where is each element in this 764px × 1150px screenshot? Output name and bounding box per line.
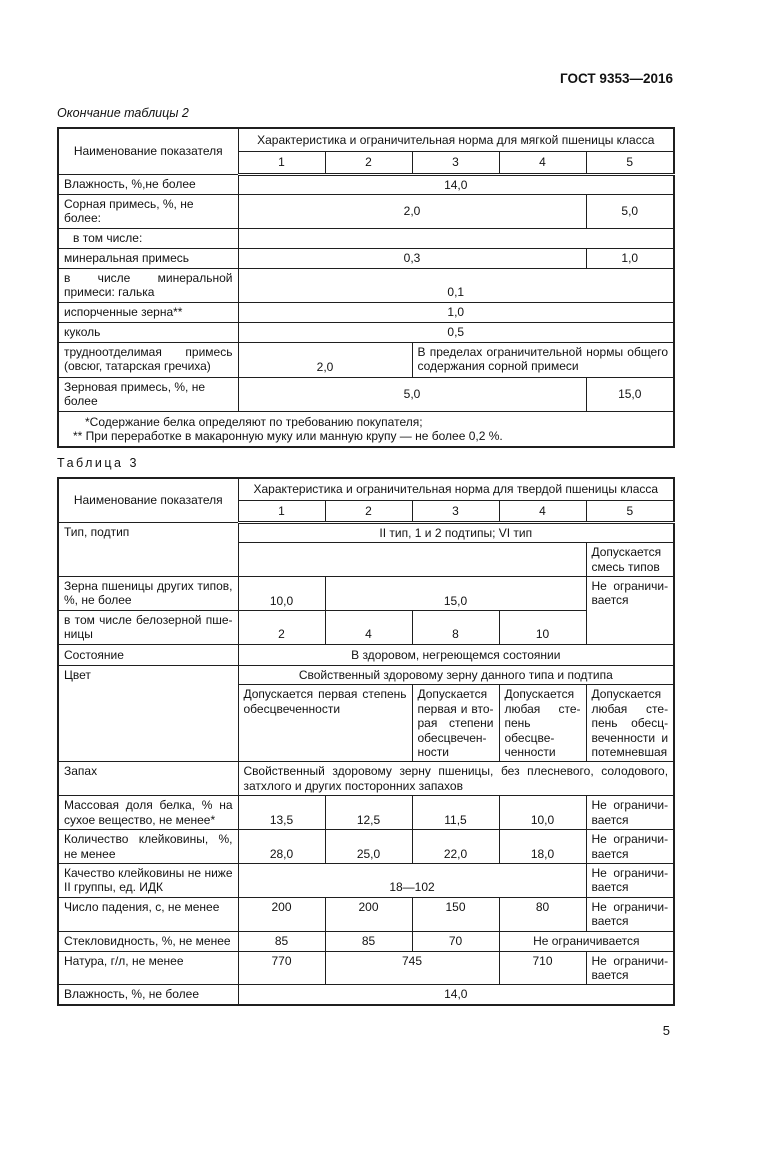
cell-value: 4: [325, 611, 412, 645]
row-white-grain-share: [58, 611, 674, 645]
cell-value: В здоровом, негреющемся состоянии: [238, 644, 674, 665]
page-number: 5: [662, 1022, 670, 1038]
column-header-name: Наименование показателя: [58, 478, 238, 522]
row-label: Запах: [58, 762, 238, 796]
cell-value: 18—102: [238, 863, 586, 897]
cell-value: 15,0: [586, 377, 674, 411]
row-condition: [58, 644, 674, 665]
column-header-group: Характеристика и ограничительная норма для твердой пшеницы класса: [238, 478, 674, 500]
cell-value: Свойственный здоровому зерну данного типа и подтипа: [238, 665, 674, 684]
row-label: Влажность, %, не более: [58, 985, 238, 1005]
row-label: Состояние: [58, 644, 238, 665]
cell-value: Не ограничивается: [586, 830, 674, 864]
table-3-caption: Таблица 3: [57, 456, 139, 471]
row-label: испорченные зерна**: [58, 302, 238, 322]
row-weed-admixture: [58, 194, 674, 228]
cell-value: 28,0: [238, 830, 325, 864]
footnote-processing: ** При переработке в макаронную муку или манную крупу — не более 0,2 %.: [73, 428, 503, 443]
table-row: [58, 128, 674, 151]
class-header-2: 2: [325, 500, 412, 522]
cell-value: 8: [412, 611, 499, 645]
row-label: Массовая доля белка, % на сухое вещество, не менее*: [58, 796, 238, 830]
cell-value: 150: [412, 897, 499, 931]
table-row: [58, 478, 674, 500]
row-pebbles: [58, 268, 674, 302]
cell-value: 22,0: [412, 830, 499, 864]
cell-value: 770: [238, 951, 325, 985]
class-header-3: 3: [412, 151, 499, 174]
row-label: Сорная примесь, %, не более:: [58, 194, 238, 228]
row-test-weight: [58, 951, 674, 985]
row-corncockle: [58, 322, 674, 342]
cell-value: Не ограничивается: [586, 796, 674, 830]
class-header-5: 5: [586, 151, 674, 174]
row-label: трудноотделимая примесь (овсюг, татарская гречиха): [58, 342, 238, 377]
row-label: Тип, подтип: [58, 522, 238, 576]
cell-value: 85: [238, 931, 325, 951]
cell-value: 10,0: [238, 577, 325, 611]
row-label: Качество клейковины не ниже II группы, ед. ИДК: [58, 863, 238, 897]
row-hard-to-separate-admixture: [58, 342, 674, 377]
cell-value: 1,0: [238, 302, 674, 322]
class-header-1: 1: [238, 151, 325, 174]
row-moisture: [58, 174, 674, 194]
cell-value: 18,0: [499, 830, 586, 864]
row-label: Стекловидность, %, не менее: [58, 931, 238, 951]
page-content: [57, 70, 673, 1039]
footnote-protein: *Содержание белка определяют по требованию покупателя;: [85, 414, 423, 429]
cell-value: Не ограничивается: [586, 897, 674, 931]
class-header-1: 1: [238, 500, 325, 522]
row-smell: [58, 762, 674, 796]
row-other-type-grains: [58, 577, 674, 611]
cell-value: Не ограничивается: [586, 577, 674, 645]
cell-value: Не ограничивается: [586, 951, 674, 985]
row-label: минеральная примесь: [58, 248, 238, 268]
cell-value: 2: [238, 611, 325, 645]
row-label: Количество клейковины, %, не менее: [58, 830, 238, 864]
cell-value: 200: [325, 897, 412, 931]
cell-value: Допускается любая степень обесцвеченности и потемневшая: [586, 685, 674, 762]
table-2-continuation: [57, 127, 675, 448]
cell-empty: [238, 543, 586, 577]
footnotes-cell: [58, 411, 674, 447]
row-falling-number: [58, 897, 674, 931]
cell-value: 2,0: [238, 194, 586, 228]
cell-value: 0,5: [238, 322, 674, 342]
cell-value: 5,0: [586, 194, 674, 228]
cell-value: 13,5: [238, 796, 325, 830]
row-label: Число падения, с, не менее: [58, 897, 238, 931]
class-header-4: 4: [499, 500, 586, 522]
column-header-group: Характеристика и ограничительная норма для мягкой пшеницы класса: [238, 128, 674, 151]
cell-value: В пределах ограничительной нормы общего содержания сорной примеси: [412, 342, 674, 377]
cell-value: Допускается первая и вторая степени обесцвеченности: [412, 685, 499, 762]
cell-value: 0,3: [238, 248, 586, 268]
column-header-name: Наименование показателя: [58, 128, 238, 174]
cell-value: 10,0: [499, 796, 586, 830]
class-header-5: 5: [586, 500, 674, 522]
row-label: Зерновая примесь, %, не более: [58, 377, 238, 411]
row-grain-admixture: [58, 377, 674, 411]
cell-value: Допускается любая степень обесцвеченности: [499, 685, 586, 762]
cell-value: 80: [499, 897, 586, 931]
row-including: [58, 228, 674, 248]
cell-value: 0,1: [238, 268, 674, 302]
cell-value: 14,0: [238, 985, 674, 1005]
cell-value: Не ограничивается: [586, 863, 674, 897]
row-gluten-quantity: [58, 830, 674, 864]
row-label: Зерна пшеницы других типов, %, не более: [58, 577, 238, 611]
row-protein-share: [58, 796, 674, 830]
cell-value: Не ограничивается: [499, 931, 674, 951]
row-label: в числе минеральной примеси: галька: [58, 268, 238, 302]
row-label: куколь: [58, 322, 238, 342]
cell-value: 745: [325, 951, 499, 985]
cell-empty: [238, 228, 674, 248]
row-footnotes: [58, 411, 674, 447]
row-label: Влажность, %,не более: [58, 174, 238, 194]
cell-value: II тип, 1 и 2 подтипы; VI тип: [238, 522, 674, 542]
class-header-4: 4: [499, 151, 586, 174]
cell-value: Допускается смесь типов: [586, 543, 674, 577]
row-label: Натура, г/л, не менее: [58, 951, 238, 985]
row-label: Цвет: [58, 665, 238, 761]
row-damaged-grains: [58, 302, 674, 322]
cell-value: 14,0: [238, 174, 674, 194]
table-2-continuation-caption: Окончание таблицы 2: [57, 106, 189, 120]
row-label: в том числе белозерной пшеницы: [58, 611, 238, 645]
cell-value: 15,0: [325, 577, 586, 611]
row-color: [58, 665, 674, 684]
cell-value: 2,0: [238, 342, 412, 377]
cell-value: 85: [325, 931, 412, 951]
row-vitreousness: [58, 931, 674, 951]
cell-value: Допускается первая степень обесцвеченности: [238, 685, 412, 762]
cell-value: 12,5: [325, 796, 412, 830]
table-3: [57, 477, 675, 1006]
row-label: в том числе:: [58, 228, 238, 248]
cell-value: 70: [412, 931, 499, 951]
row-mineral-admixture: [58, 248, 674, 268]
row-type-subtype: [58, 522, 674, 542]
cell-value: 200: [238, 897, 325, 931]
class-header-3: 3: [412, 500, 499, 522]
cell-value: Свойственный здоровому зерну пшеницы, без плесневого, солодового, затхлого и других посторонних запахов: [238, 762, 674, 796]
cell-value: 10: [499, 611, 586, 645]
cell-value: 5,0: [238, 377, 586, 411]
cell-value: 25,0: [325, 830, 412, 864]
cell-value: 11,5: [412, 796, 499, 830]
row-gluten-quality: [58, 863, 674, 897]
cell-value: 1,0: [586, 248, 674, 268]
class-header-2: 2: [325, 151, 412, 174]
document-number: ГОСТ 9353—2016: [560, 71, 673, 86]
row-moisture: [58, 985, 674, 1005]
cell-value: 710: [499, 951, 586, 985]
